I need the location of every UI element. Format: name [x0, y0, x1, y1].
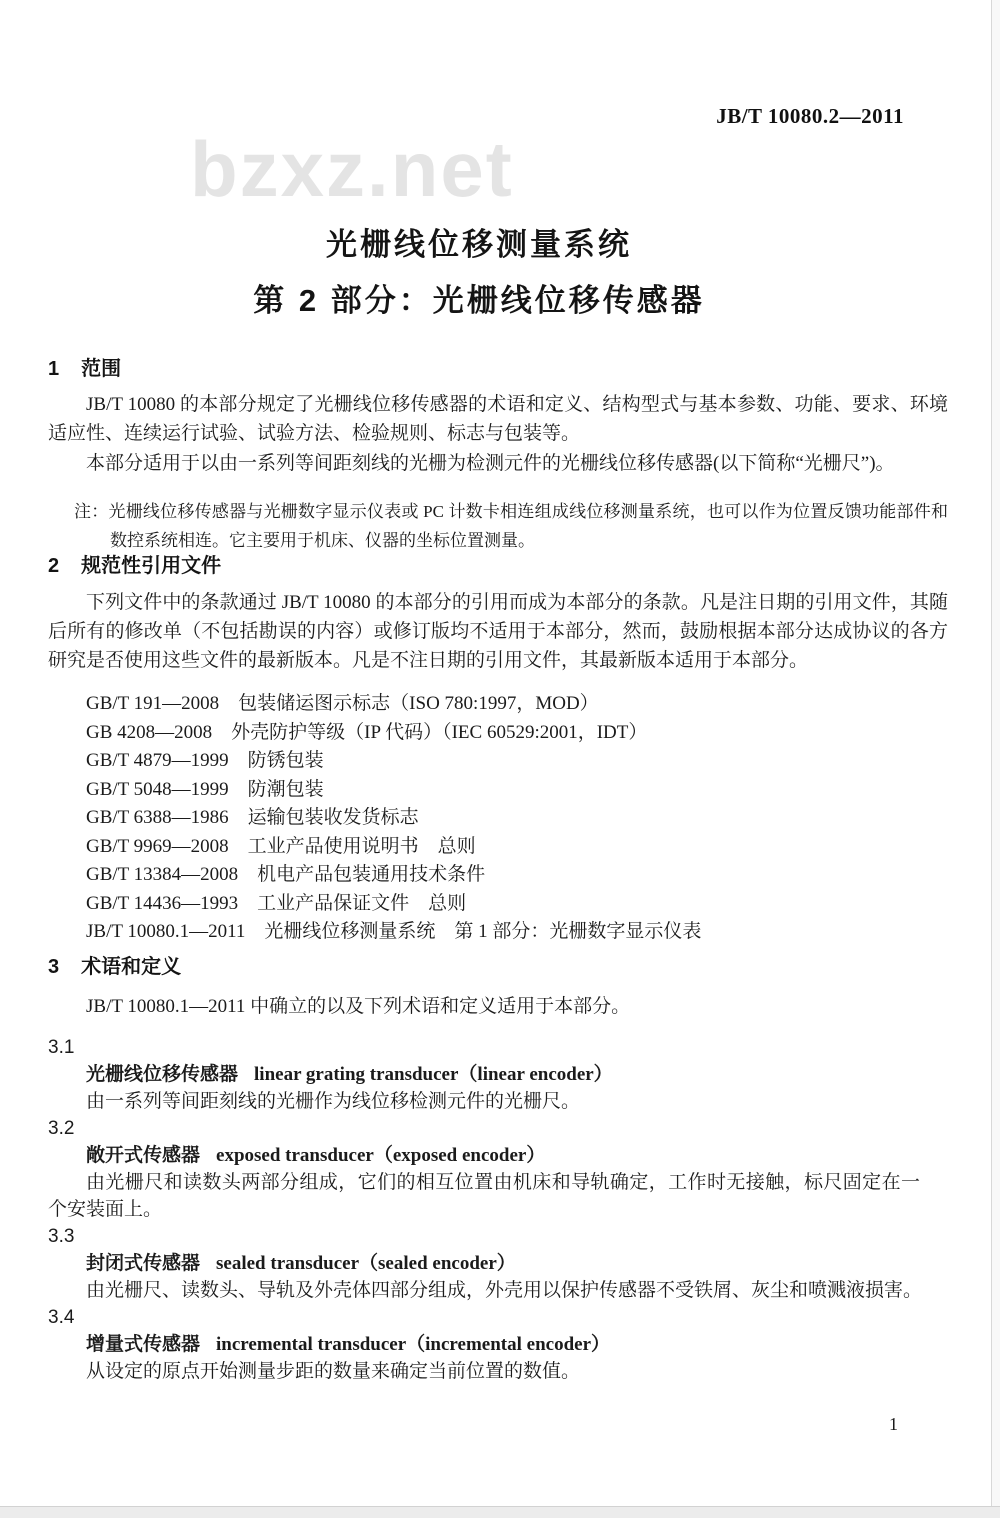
term-chinese: 增量式传感器 — [86, 1334, 201, 1355]
standard-code-header: JB/T 10080.2—2011 — [716, 104, 904, 128]
section-3-heading — [48, 950, 948, 979]
reference-item: GB/T 191—2008 包装储运图示标志（ISO 780:1997，MOD） — [86, 693, 599, 714]
section-1-paragraph-1: JB/T 10080 的本部分规定了光栅线位移传感器的术语和定义、结构型式与基本参数、功能、要求、环境适应性、连续运行试验、试验方法、检验规则、标志与包装等。 — [48, 394, 948, 444]
section-2-number: 2 — [48, 555, 60, 577]
term-english: linear grating transducer（linear encoder） — [254, 1064, 613, 1085]
term-chinese: 光栅线位移传感器 — [86, 1064, 239, 1085]
section-1-number: 1 — [48, 358, 60, 380]
term-heading — [48, 1331, 948, 1358]
section-3-number: 3 — [48, 956, 60, 978]
term-number: 3.4 — [48, 1307, 75, 1328]
reference-item: GB/T 6388—1986 运输包装收发货标志 — [86, 807, 419, 828]
term-english: exposed transducer（exposed encoder） — [216, 1145, 546, 1166]
reference-item: JB/T 10080.1—2011 光栅线位移测量系统 第 1 部分：光栅数字显示仪表 — [86, 921, 702, 942]
term-english: sealed transducer（sealed encoder） — [216, 1253, 516, 1274]
reference-item: GB/T 13384—2008 机电产品包装通用技术条件 — [86, 864, 486, 885]
normative-references-list — [48, 690, 948, 947]
title-line-1: 光栅线位移测量系统 — [326, 227, 632, 262]
section-2-title: 规范性引用文件 — [81, 555, 222, 577]
term-chinese: 封闭式传感器 — [86, 1253, 201, 1274]
term-number: 3.3 — [48, 1226, 75, 1247]
section-2-heading — [48, 549, 948, 578]
section-1-note: 注：光栅线位移传感器与光栅数字显示仪表或 PC 计数卡相连组成线位移测量系统，也可以作为位置反馈功能部件和数控系统相连。它主要用于机床、仪器的坐标位置测量。 — [74, 502, 948, 550]
section-1-heading — [48, 352, 948, 381]
term-definition: 由光栅尺和读数头两部分组成，它们的相互位置由机床和导轨确定，工作时无接触，标尺固定在一个安装面上。 — [48, 1172, 920, 1220]
section-1-paragraph-2: 本部分适用于以由一系列等间距刻线的光栅为检测元件的光栅线位移传感器(以下简称“光栅尺”)。 — [86, 453, 895, 474]
term-number: 3.1 — [48, 1037, 75, 1058]
reference-item: GB 4208—2008 外壳防护等级（IP 代码）（IEC 60529:2001，IDT） — [86, 721, 648, 743]
section-3-intro: JB/T 10080.1—2011 中确立的以及下列术语和定义适用于本部分。 — [86, 996, 631, 1017]
document-title — [0, 219, 1000, 320]
term-definition: 由一系列等间距刻线的光栅作为线位移检测元件的光栅尺。 — [86, 1091, 581, 1112]
section-3-title: 术语和定义 — [81, 956, 182, 978]
terms-and-definitions — [48, 1034, 948, 1385]
term-chinese: 敞开式传感器 — [86, 1145, 201, 1166]
section-1-title: 范围 — [81, 358, 122, 380]
term-heading — [48, 1142, 948, 1169]
term-heading — [48, 1061, 948, 1088]
title-line-2: 第 2 部分：光栅线位移传感器 — [253, 283, 705, 318]
section-2-paragraph-1: 下列文件中的条款通过 JB/T 10080 的本部分的引用而成为本部分的条款。凡是注日期的引用文件，其随后所有的修改单（不包括勘误的内容）或修订版均不适用于本部分，然而，鼓励根据本部分达成协议的各方研究是否使用这些文件的最新版本。凡是不注日期的引用文件，其最新版本适用于本部分。 — [48, 592, 948, 671]
term-definition: 从设定的原点开始测量步距的数量来确定当前位置的数值。 — [86, 1361, 581, 1382]
reference-item: GB/T 4879—1999 防锈包装 — [86, 750, 324, 771]
scan-bottom-edge — [0, 1506, 1000, 1518]
reference-item: GB/T 9969—2008 工业产品使用说明书 总则 — [86, 835, 476, 857]
term-number: 3.2 — [48, 1118, 75, 1139]
term-definition: 由光栅尺、读数头、导轨及外壳体四部分组成，外壳用以保护传感器不受铁屑、灰尘和喷溅液损害。 — [86, 1280, 923, 1301]
watermark-text: bzxz.net — [190, 125, 514, 213]
reference-item: GB/T 14436—1993 工业产品保证文件 总则 — [86, 892, 467, 914]
term-heading — [48, 1250, 948, 1277]
reference-item: GB/T 5048—1999 防潮包装 — [86, 778, 324, 800]
page-number: 1 — [889, 1414, 898, 1434]
term-english: incremental transducer（incremental encoder） — [216, 1334, 611, 1355]
